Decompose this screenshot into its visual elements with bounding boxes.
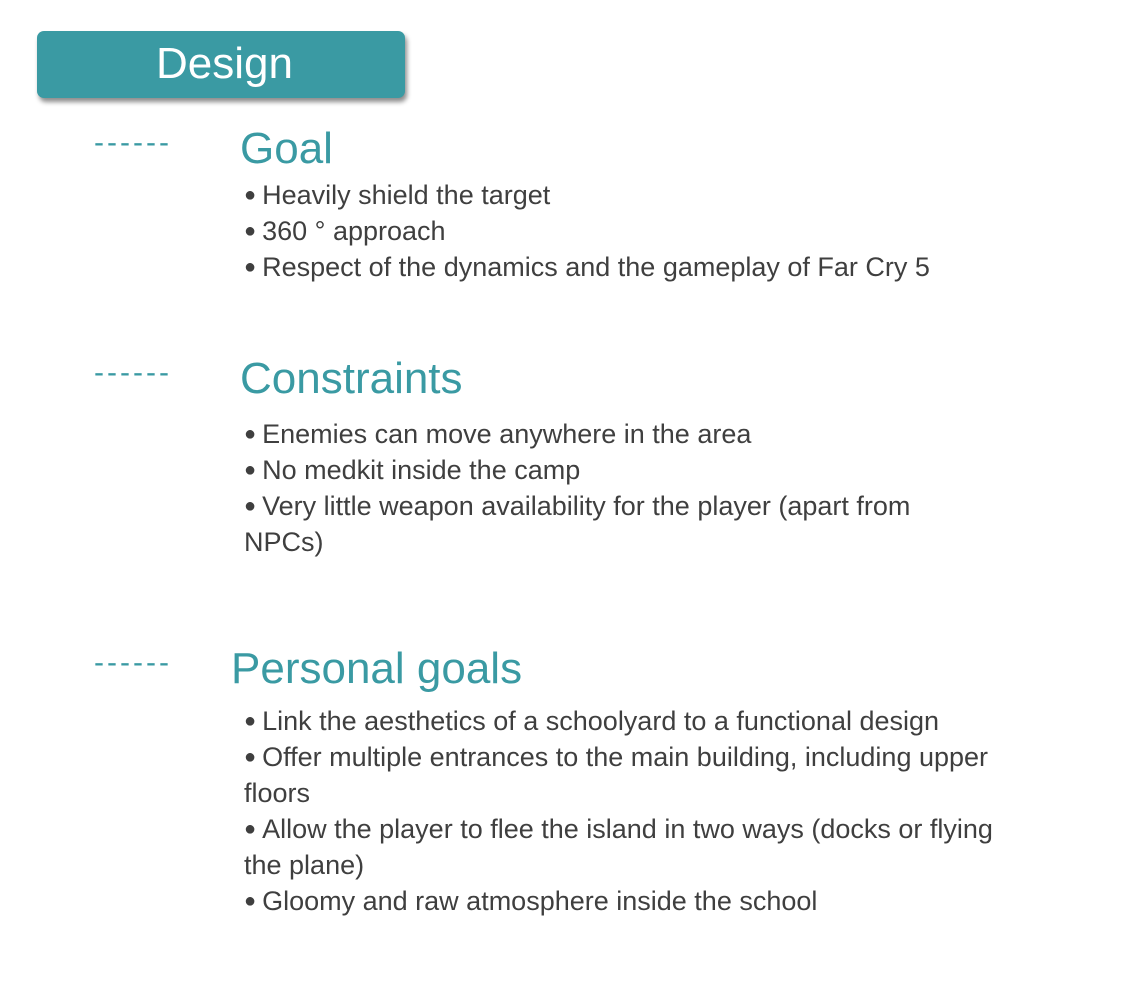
bullet-icon: ● [244,746,257,768]
bullet-list-constraints [244,416,1024,560]
list-item: ● No medkit inside the camp [244,455,581,485]
section-heading-goal: Goal [240,124,333,173]
bullet-list-personal-goals [244,703,1024,919]
list-item: ● Heavily shield the target [244,180,551,210]
bullet-icon: ● [244,495,257,517]
list-item: ● Offer multiple entrances to the main building, including upper floors [244,742,989,808]
list-item: ● Link the aesthetics of a schoolyard to a functional design [244,706,940,736]
bullet-icon: ● [244,459,257,481]
bullet-icon: ● [244,220,257,242]
section-dash-line: ------ [94,356,172,389]
design-title-tab [37,31,405,98]
bullet-list-goal [244,177,1024,285]
list-item: ● Gloomy and raw atmosphere inside the school [244,886,818,916]
list-item: ● Allow the player to flee the island in two ways (docks or flying the plane) [244,814,993,880]
section-dash-line: ------ [94,126,172,159]
page-title: Design [156,39,293,88]
bullet-icon: ● [244,710,257,732]
list-item: ● Enemies can move anywhere in the area [244,419,752,449]
list-item: ● Respect of the dynamics and the gameplay of Far Cry 5 [244,252,930,282]
bullet-icon: ● [244,890,257,912]
section-heading-constraints: Constraints [240,354,463,403]
bullet-icon: ● [244,256,257,278]
section-dash-line: ------ [94,646,172,679]
section-heading-personal-goals: Personal goals [231,644,523,693]
bullet-icon: ● [244,184,257,206]
bullet-icon: ● [244,818,257,840]
list-item: ● Very little weapon availability for the player (apart from NPCs) [244,491,911,557]
bullet-icon: ● [244,423,257,445]
list-item: ● 360 ° approach [244,216,446,246]
